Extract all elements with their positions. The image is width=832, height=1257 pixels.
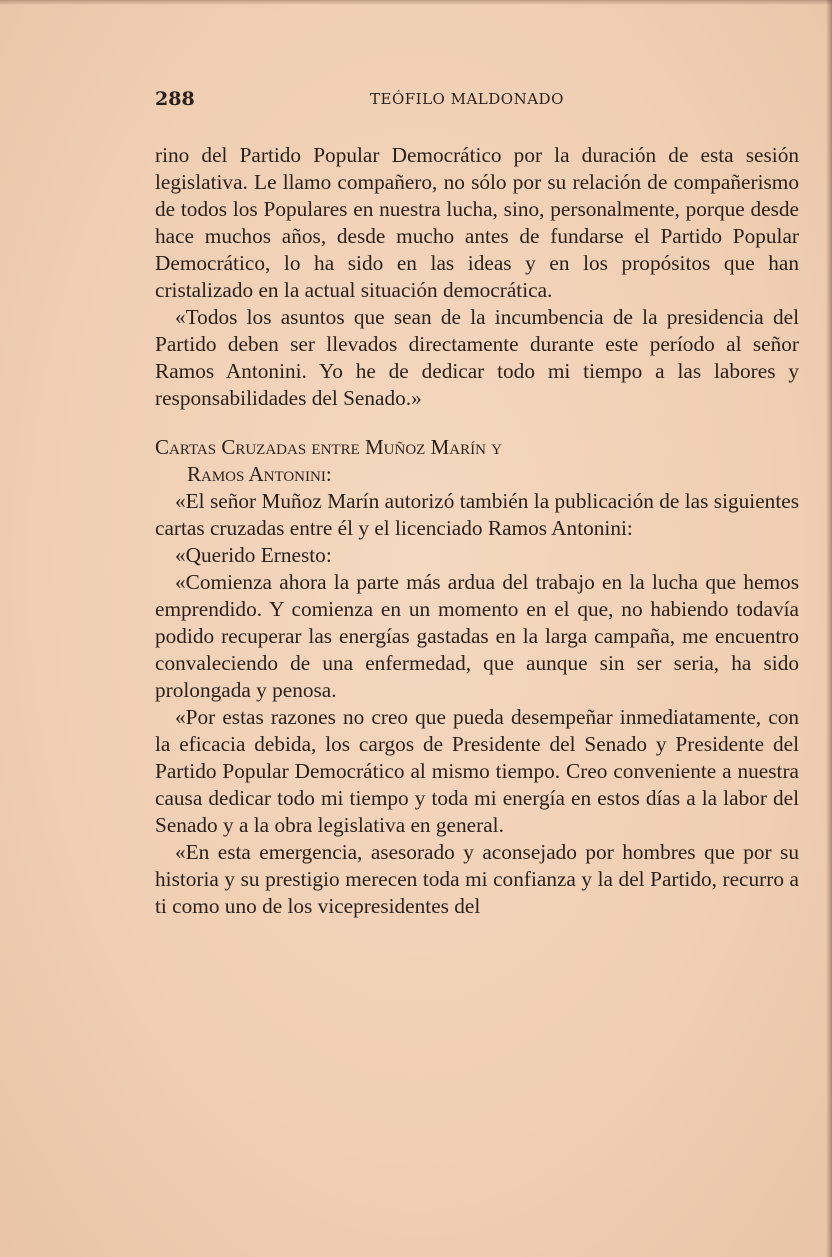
paragraph-quote-senate: «Todos los asuntos que sean de la incumbencia de la presidencia del Partido deben ser llevados directamente durante este período al señor Ramos Antonini. Yo he de dedicar todo mi tiempo a las labores y responsabilidades del Senado.» bbox=[155, 305, 799, 410]
page-edge-top bbox=[0, 0, 832, 5]
paragraph-letters-intro: «El señor Muñoz Marín autorizó también la publicación de las siguientes cartas cruzadas entre él y el licenciado Ramos Antonini: bbox=[155, 489, 799, 540]
section-title-line1: Cartas Cruzadas entre Muñoz Marín y bbox=[155, 435, 503, 459]
section-title bbox=[155, 434, 799, 488]
page-header bbox=[155, 88, 799, 118]
page-number: 288 bbox=[155, 88, 195, 110]
running-head: TEÓFILO MALDONADO bbox=[370, 90, 564, 108]
letter-paragraph-1: «Comienza ahora la parte más ardua del trabajo en la lucha que hemos emprendido. Y comienza en un momento en el que, no habiendo todavía podido recuperar las energías gastadas en la larga campaña, me encuentro convaleciendo de una enfermedad, que aunque sin ser seria, ha sido prolongada y penosa. bbox=[155, 570, 799, 702]
page-edge-right bbox=[826, 0, 832, 1257]
letter-paragraph-2: «Por estas razones no creo que pueda desempeñar inmediatamente, con la eficacia debida, los cargos de Presidente del Senado y Presidente del Partido Popular Democrático al mismo tiempo. Creo conveniente a nuestra causa dedicar todo mi tiempo y toda mi energía en estos días a la labor del Senado y a la obra legislativa en general. bbox=[155, 705, 799, 837]
letter-paragraph-3: «En esta emergencia, asesorado y aconsejado por hombres que por su historia y su prestigio merecen toda mi confianza y la del Partido, recurro a ti como uno de los vicepresidentes del bbox=[155, 840, 799, 918]
paragraph-continuation: rino del Partido Popular Democrático por la duración de esta sesión legislativa. Le llamo compañero, no sólo por su relación de compañerismo de todos los Populares en nuestra lucha, sino, personalmente, porque desde hace muchos años, desde mucho antes de fundarse el Partido Popular Democrático, lo ha sido en las ideas y en los propósitos que han cristalizado en la actual situación democrática. bbox=[155, 143, 799, 302]
body-text bbox=[155, 142, 799, 920]
text-column bbox=[155, 88, 799, 920]
section-title-line2: Ramos Antonini: bbox=[187, 462, 332, 486]
letter-salutation: «Querido Ernesto: bbox=[175, 543, 332, 567]
